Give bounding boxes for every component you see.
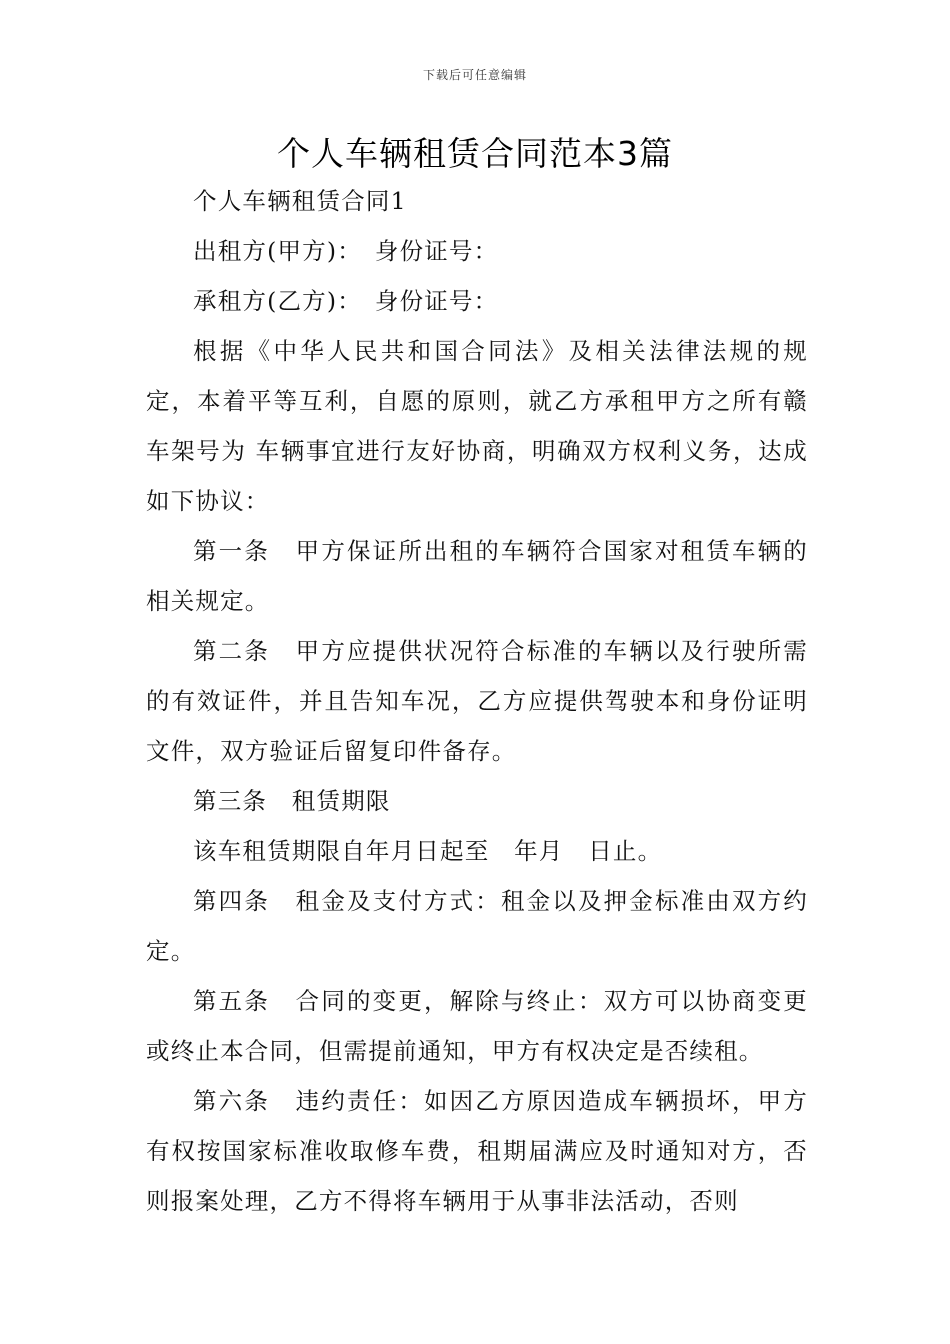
paragraph-lessor: 出租方(甲方)： 身份证号：: [193, 237, 499, 265]
paragraph-article-4: 第四条 租金及支付方式：租金以及押金标准由双方约定。: [146, 887, 808, 965]
paragraph-article-3-body: 该车租赁期限自年月日起至 年月 日止。: [193, 837, 663, 865]
paragraph-article-2: 第二条 甲方应提供状况符合标准的车辆以及行驶所需的有效证件，并且告知车况，乙方应提供驾驶本和身份证明文件，双方验证后留复印件备存。: [146, 637, 808, 765]
paragraph-lessee: 承租方(乙方)： 身份证号：: [193, 287, 499, 315]
document-title: 个人车辆租赁合同范本3篇: [277, 134, 673, 173]
paragraph-article-5: 第五条 合同的变更，解除与终止：双方可以协商变更或终止本合同，但需提前通知，甲方有权决定是否续租。: [146, 987, 808, 1065]
header-note: 下载后可任意编辑: [422, 68, 527, 82]
paragraph-preamble: 根据《中华人民共和国合同法》及相关法律法规的规定，本着平等互利，自愿的原则，就乙方承租甲方之所有赣车架号为 车辆事宜进行友好协商，明确双方权利义务，达成如下协议：: [146, 337, 808, 515]
document-body: [146, 176, 808, 1226]
paragraph-contract-heading: 个人车辆租赁合同1: [193, 187, 407, 215]
paragraph-article-6: 第六条 违约责任：如因乙方原因造成车辆损坏，甲方有权按国家标准收取修车费，租期届满应及时通知对方，否则报案处理，乙方不得将车辆用于从事非法活动，否则: [146, 1087, 808, 1215]
paragraph-article-3-heading: 第三条 租赁期限: [193, 787, 391, 815]
paragraph-article-1: 第一条 甲方保证所出租的车辆符合国家对租赁车辆的相关规定。: [146, 537, 808, 615]
